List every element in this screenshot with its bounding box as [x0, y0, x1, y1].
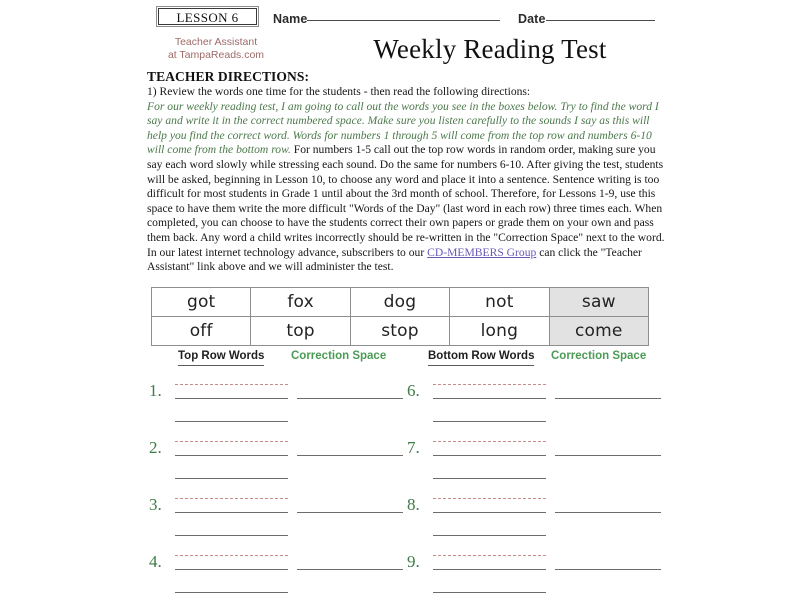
- lesson-badge: [156, 6, 259, 27]
- writing-line-primary[interactable]: [175, 569, 288, 570]
- name-field-group: [273, 8, 500, 26]
- answer-item: [403, 492, 668, 549]
- answer-number: 7.: [407, 438, 420, 457]
- correction-space-line[interactable]: [555, 512, 661, 513]
- word-cell: off: [152, 317, 251, 346]
- word-cell: stop: [350, 317, 449, 346]
- writing-line-primary[interactable]: [433, 569, 546, 570]
- writing-line-secondary[interactable]: [433, 535, 546, 536]
- answer-number: 9.: [407, 552, 420, 571]
- writing-line-primary[interactable]: [175, 455, 288, 456]
- dashed-guide-line: [433, 384, 546, 385]
- answer-column-right: [403, 378, 668, 606]
- answer-number: 4.: [149, 552, 162, 571]
- word-cell: got: [152, 288, 251, 317]
- word-cell: top: [251, 317, 350, 346]
- header-top-row-words: Top Row Words: [178, 350, 264, 366]
- correction-space-line[interactable]: [555, 455, 661, 456]
- date-field-group: [518, 8, 655, 26]
- dashed-guide-line: [175, 441, 288, 442]
- directions-read-aloud-script: For our weekly reading test, I am going to call out the words you see in the boxes below. Try to find the word I say and write it in the correct numbered space. Make sure you listen carefully to the sounds I say as this will help you find the correct word. Words for numbers 1 through 5 will come from the top row and numbers 6-10 will come from the bottom row.: [147, 99, 659, 157]
- word-of-the-day-cell: come: [549, 317, 648, 346]
- writing-line-secondary[interactable]: [433, 421, 546, 422]
- dashed-guide-line: [433, 498, 546, 499]
- answer-item: [145, 492, 410, 549]
- writing-line-secondary[interactable]: [175, 478, 288, 479]
- dashed-guide-line: [433, 555, 546, 556]
- writing-line-primary[interactable]: [433, 455, 546, 456]
- teacher-assistant-line2: at TampaReads.com: [167, 48, 265, 61]
- word-cell: long: [450, 317, 549, 346]
- writing-line-primary[interactable]: [175, 398, 288, 399]
- directions-body: [147, 85, 671, 275]
- writing-line-primary[interactable]: [433, 512, 546, 513]
- cd-members-group-link[interactable]: CD-MEMBERS Group: [427, 245, 537, 259]
- correction-space-line[interactable]: [555, 569, 661, 570]
- header-top-correction-space: Correction Space: [291, 350, 387, 362]
- header-bottom-correction-space: Correction Space: [551, 350, 647, 362]
- answer-item: [403, 378, 668, 435]
- dashed-guide-line: [433, 441, 546, 442]
- name-input-line[interactable]: [307, 8, 500, 21]
- answer-item: [145, 378, 410, 435]
- dashed-guide-line: [175, 555, 288, 556]
- worksheet-sheet: [145, 0, 675, 600]
- writing-line-secondary[interactable]: [175, 535, 288, 536]
- word-cell: dog: [350, 288, 449, 317]
- word-of-the-day-cell: saw: [549, 288, 648, 317]
- writing-line-primary[interactable]: [433, 398, 546, 399]
- teacher-assistant-line1: Teacher Assistant: [174, 36, 258, 48]
- directions-rest-part-2: can click the "Teacher Assistant" link above and we will administer the test.: [147, 245, 642, 274]
- answer-column-left: [145, 378, 410, 606]
- answer-column-headers: [151, 350, 649, 374]
- writing-line-secondary[interactable]: [175, 421, 288, 422]
- correction-space-line[interactable]: [555, 398, 661, 399]
- writing-line-secondary[interactable]: [433, 592, 546, 593]
- word-cell: not: [450, 288, 549, 317]
- dashed-guide-line: [175, 384, 288, 385]
- answer-number: 3.: [149, 495, 162, 514]
- answer-item: [145, 549, 410, 606]
- word-grid-top-row: [152, 288, 649, 317]
- directions-step-1: 1) Review the words one time for the students - then read the following directions:: [147, 85, 531, 98]
- answer-number: 6.: [407, 381, 420, 400]
- answer-item: [403, 549, 668, 606]
- correction-space-line[interactable]: [297, 512, 403, 513]
- header-bottom-row-words: Bottom Row Words: [428, 350, 534, 366]
- answer-number: 1.: [149, 381, 162, 400]
- teacher-assistant-credit[interactable]: [156, 36, 276, 61]
- lesson-badge-label: LESSON 6: [158, 8, 257, 25]
- page-title: Weekly Reading Test: [373, 34, 607, 64]
- directions-heading: TEACHER DIRECTIONS:: [147, 69, 310, 84]
- name-label: Name: [273, 12, 308, 26]
- answer-number: 8.: [407, 495, 420, 514]
- teacher-directions: [147, 69, 671, 275]
- answer-item: [403, 435, 668, 492]
- writing-line-secondary[interactable]: [175, 592, 288, 593]
- date-label: Date: [518, 12, 546, 26]
- directions-rest-part-1: For numbers 1-5 call out the top row words in random order, making sure you say each word slowly while stressing each sound. Do the same for numbers 6-10. After giving the test, students will be asked, beginning in Lesson 10, to choose any word and place it into a sentence. Sentence writing is too difficult for most students in Grade 1 until about the 3rd month of school. Therefore, for Lessons 1-9, use this space to have them write the more difficult "Words of the Day" (last word in each row) three times each. When completed, you can choose to have the students correct their own papers or grade them on your own and pass them back. Any word a child writes incorrectly should be re-written in the "Correction Space" next to the word. In our latest internet technology advance, subscribers to our: [147, 143, 665, 259]
- answer-number: 2.: [149, 438, 162, 457]
- word-grid: [151, 287, 649, 346]
- correction-space-line[interactable]: [297, 398, 403, 399]
- correction-space-line[interactable]: [297, 569, 403, 570]
- writing-line-secondary[interactable]: [433, 478, 546, 479]
- date-input-line[interactable]: [546, 8, 655, 21]
- word-cell: fox: [251, 288, 350, 317]
- worksheet-header: [145, 0, 675, 30]
- correction-space-line[interactable]: [297, 455, 403, 456]
- writing-line-primary[interactable]: [175, 512, 288, 513]
- answer-item: [145, 435, 410, 492]
- word-grid-bottom-row: [152, 317, 649, 346]
- dashed-guide-line: [175, 498, 288, 499]
